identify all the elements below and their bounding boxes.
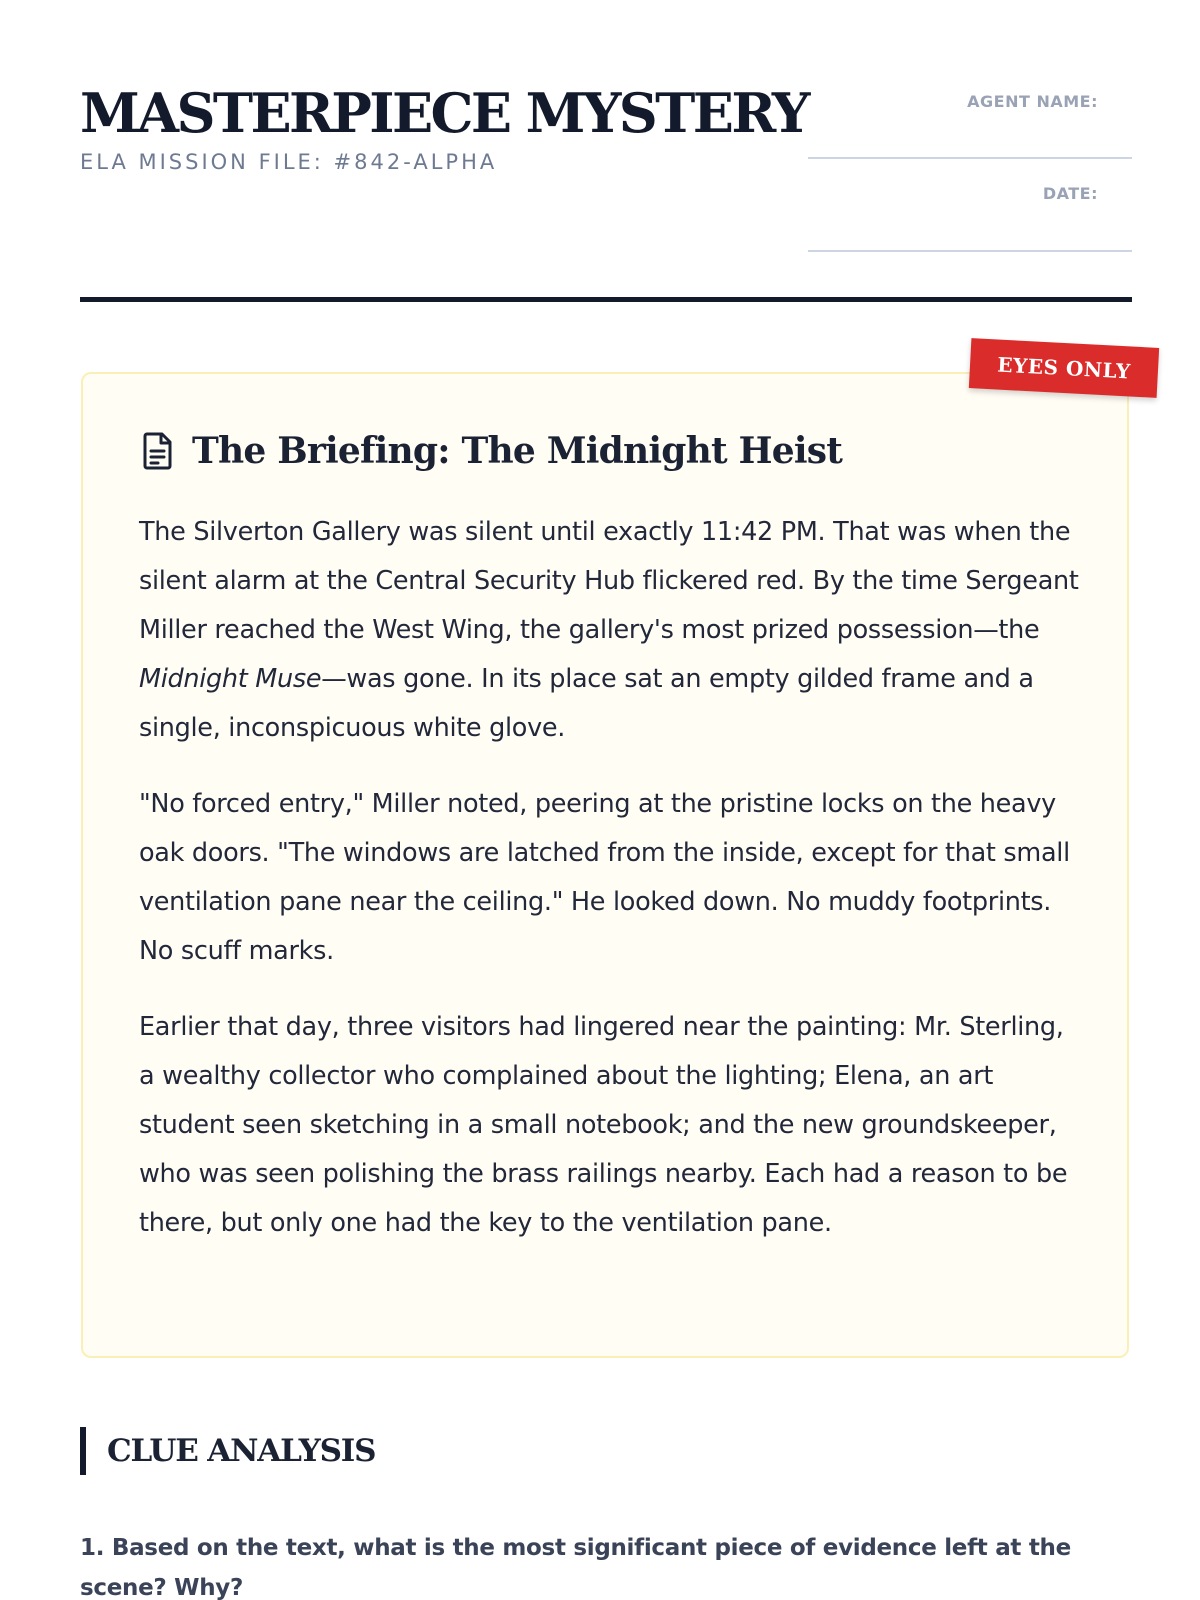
agent-name-field[interactable] <box>808 157 1132 159</box>
question-1: 1. Based on the text, what is the most significant piece of evidence left at the scene? Why? <box>80 1535 1071 1600</box>
section-accent-bar <box>80 1427 86 1475</box>
mission-file-id: ELA MISSION FILE: #842-ALPHA <box>80 150 498 174</box>
painting-title: Midnight Muse <box>139 664 322 694</box>
agent-name-label: AGENT NAME: <box>967 92 1098 111</box>
clue-analysis-heading: CLUE ANALYSIS <box>107 1433 376 1469</box>
document-icon <box>140 431 176 471</box>
header-divider <box>80 297 1132 302</box>
date-field[interactable] <box>808 250 1132 252</box>
page-header <box>80 82 808 174</box>
date-label: DATE: <box>1042 184 1098 203</box>
briefing-paragraph-2: "No forced entry," Miller noted, peering at the pristine locks on the heavy oak doors. "The windows are latched from the inside, except for that small ventilation pane near the ceiling." He looked down. No muddy footprints. No scuff marks. <box>139 789 1070 966</box>
eyes-only-stamp: EYES ONLY <box>969 338 1159 398</box>
page-title: MASTERPIECE MYSTERY <box>80 81 808 145</box>
briefing-paragraph-1: The Silverton Gallery was silent until exactly 11:42 PM. That was when the silent alarm at the Central Security Hub flickered red. By the time Sergeant Miller reached the West Wing, the gallery's most prized possession—the Midnight Muse—was gone. In its place sat an empty gilded frame and a single, inconspicuous white glove. <box>139 517 1079 743</box>
briefing-paragraph-3: Earlier that day, three visitors had lingered near the painting: Mr. Sterling, a wealthy collector who complained about the lighting; Elena, an art student seen sketching in a small notebook; and the new groundskeeper, who was seen polishing the brass railings nearby. Each had a reason to be there, but only one had the key to the ventilation pane. <box>139 1012 1068 1238</box>
briefing-text <box>139 508 1079 1275</box>
briefing-title: The Briefing: The Midnight Heist <box>192 430 843 472</box>
briefing-heading <box>140 430 842 472</box>
